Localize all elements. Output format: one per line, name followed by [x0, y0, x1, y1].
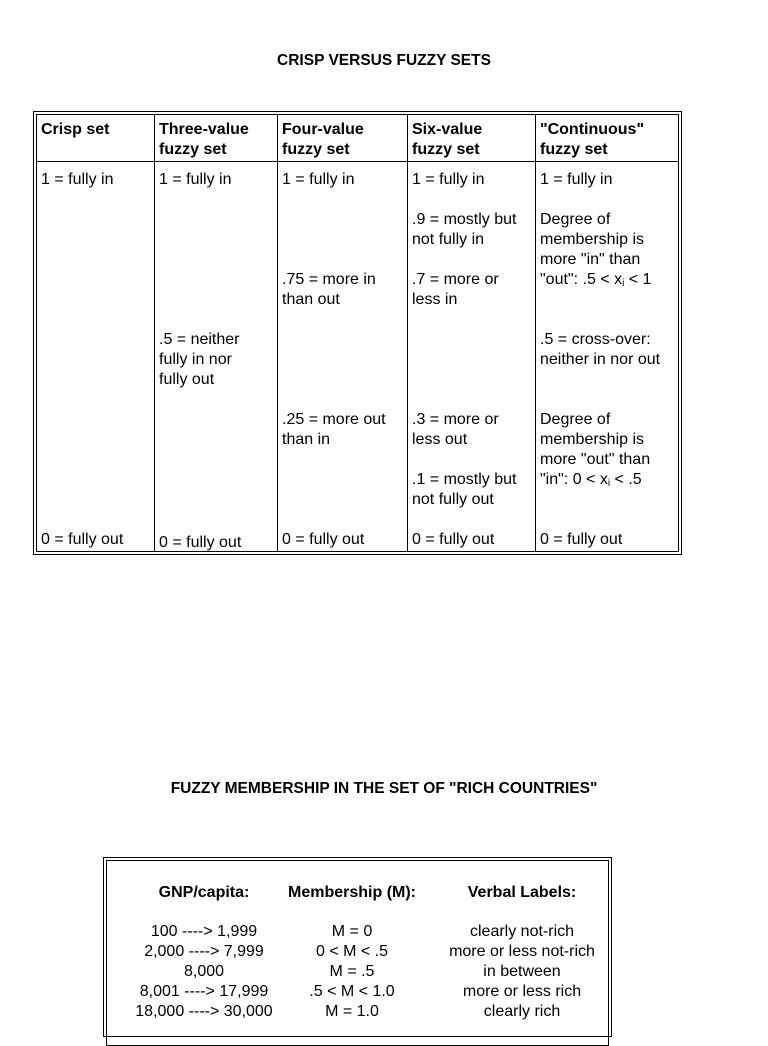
table1-title: CRISP VERSUS FUZZY SETS	[277, 52, 491, 69]
label-row: clearly not-rich	[469, 923, 575, 940]
cell-three-top: 1 = fully in	[159, 171, 232, 188]
membership-row: M = 1.0	[325, 1003, 379, 1020]
label-row: more or less not-rich	[449, 943, 595, 960]
membership-row: M = .5	[329, 963, 375, 980]
cell-six-7: .7 = more or less in	[412, 271, 499, 308]
cell-three-bottom: 0 = fully out	[159, 534, 242, 551]
cell-six-9: .9 = mostly but not fully in	[412, 211, 517, 248]
header-six-value: Six-value fuzzy set	[412, 121, 483, 158]
gnp-row: 8,000	[183, 963, 225, 980]
rich-countries-table	[103, 857, 612, 1037]
crisp-vs-fuzzy-table	[33, 111, 682, 555]
cell-six-top: 1 = fully in	[412, 171, 485, 188]
header-crisp-set: Crisp set	[41, 121, 110, 138]
cell-four-bottom: 0 = fully out	[282, 531, 365, 548]
col-crisp-set	[37, 115, 155, 551]
col-six-value	[408, 115, 536, 551]
header-verbal-labels: Verbal Labels:	[467, 884, 577, 901]
cell-cont-more-out: Degree of membership is more "out" than "in": $0 < x_i < .5$	[540, 411, 651, 489]
header-four-value: Four-value fuzzy set	[282, 121, 364, 158]
cell-six-bottom: 0 = fully out	[412, 531, 495, 548]
label-row: clearly rich	[483, 1003, 561, 1020]
membership-row: .5 < M < 1.0	[309, 983, 395, 1000]
label-row: more or less rich	[462, 983, 582, 1000]
gnp-row: 8,001 ----> 17,999	[139, 983, 269, 1000]
header-membership: Membership (M):	[288, 884, 416, 901]
cell-four-75: .75 = more in than out	[282, 271, 376, 308]
col-continuous	[536, 115, 678, 551]
cell-six-3: .3 = more or less out	[412, 411, 499, 448]
header-gnp-capita: GNP/capita:	[158, 884, 250, 901]
membership-row: 0 < M < .5	[315, 943, 389, 960]
table2-title: FUZZY MEMBERSHIP IN THE SET OF "RICH COUNTRIES"	[170, 780, 598, 797]
cell-crisp-bottom: 0 = fully out	[41, 531, 124, 548]
gnp-row: 18,000 ----> 30,000	[135, 1003, 273, 1020]
col-verbal-labels	[432, 883, 612, 1022]
cell-cont-more-in: Degree of membership is more "in" than "out": $.5 < x_i < 1$	[540, 211, 652, 289]
cell-cont-top: 1 = fully in	[540, 171, 613, 188]
cell-six-1: .1 = mostly but not fully out	[412, 471, 517, 508]
label-row: in between	[483, 963, 561, 980]
cell-cont-bottom: 0 = fully out	[540, 531, 623, 548]
cell-cont-crossover: .5 = cross-over: neither in nor out	[540, 331, 661, 368]
cell-four-top: 1 = fully in	[282, 171, 355, 188]
col-three-value	[155, 115, 278, 551]
membership-row: M = 0	[331, 923, 373, 940]
cell-three-mid: .5 = neither fully in nor fully out	[159, 331, 240, 388]
col-membership	[277, 883, 427, 1022]
header-three-value: Three-value fuzzy set	[159, 121, 249, 158]
col-gnp-capita	[107, 883, 301, 1022]
header-continuous: "Continuous" fuzzy set	[540, 121, 645, 158]
col-four-value	[278, 115, 408, 551]
cell-crisp-top: 1 = fully in	[41, 171, 114, 188]
gnp-row: 100 ----> 1,999	[150, 923, 258, 940]
gnp-row: 2,000 ----> 7,999	[144, 943, 264, 960]
cell-four-25: .25 = more out than in	[282, 411, 386, 448]
